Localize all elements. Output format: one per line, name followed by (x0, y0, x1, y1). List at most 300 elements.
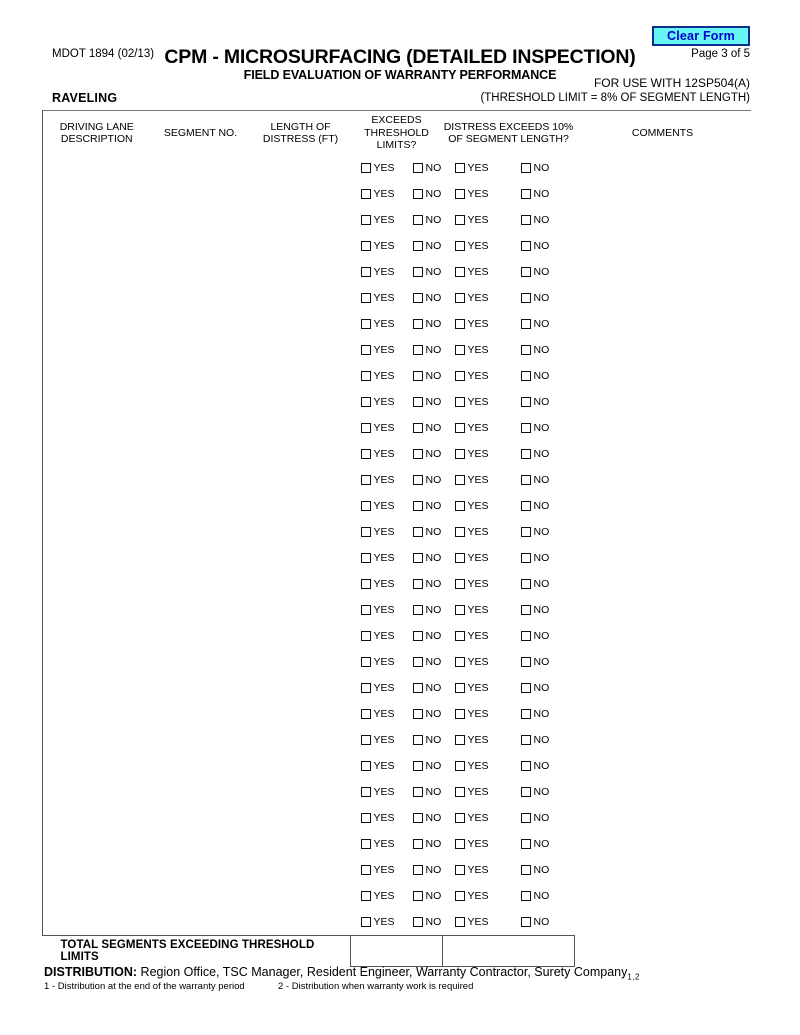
cell-driving-lane-description[interactable] (43, 285, 151, 311)
cell-comments[interactable] (575, 493, 751, 519)
checkbox-distress-exceeds-10-percent-no[interactable] (521, 397, 531, 407)
cell-segment-no[interactable] (151, 233, 251, 259)
cell-driving-lane-description[interactable] (43, 337, 151, 363)
table-row (43, 493, 751, 519)
checkbox-exceeds-threshold-limits-no[interactable] (413, 397, 423, 407)
checkbox-label-no: NO (425, 916, 442, 928)
checkbox-pair (443, 493, 575, 519)
checkbox-distress-exceeds-10-percent-yes[interactable] (455, 319, 465, 329)
checkbox-exceeds-threshold-limits-yes[interactable] (361, 553, 371, 563)
checkbox-exceeds-threshold-limits-no[interactable] (413, 319, 423, 329)
cell-length-of-distress[interactable] (251, 519, 351, 545)
cell-segment-no[interactable] (151, 909, 251, 936)
cell-exceeds-threshold-limits (351, 285, 443, 311)
checkbox-exceeds-threshold-limits-no[interactable] (413, 163, 423, 173)
checkbox-exceeds-threshold-limits-yes[interactable] (361, 397, 371, 407)
cell-length-of-distress[interactable] (251, 363, 351, 389)
checkbox-distress-exceeds-10-percent-no[interactable] (521, 527, 531, 537)
checkbox-exceeds-threshold-limits-yes[interactable] (361, 813, 371, 823)
checkbox-exceeds-threshold-limits-yes[interactable] (361, 241, 371, 251)
checkbox-label-no: NO (533, 500, 550, 512)
checkbox-distress-exceeds-10-percent-no[interactable] (521, 371, 531, 381)
cell-driving-lane-description[interactable] (43, 415, 151, 441)
cell-segment-no[interactable] (151, 259, 251, 285)
cell-comments[interactable] (575, 285, 751, 311)
checkbox-exceeds-threshold-limits-yes[interactable] (361, 865, 371, 875)
checkbox-exceeds-threshold-limits-yes[interactable] (361, 475, 371, 485)
checkbox-label-yes: YES (467, 682, 489, 694)
checkbox-distress-exceeds-10-percent-no[interactable] (521, 475, 531, 485)
checkbox-distress-exceeds-10-percent-yes[interactable] (455, 475, 465, 485)
checkbox-distress-exceeds-10-percent-yes[interactable] (455, 449, 465, 459)
checkbox-distress-exceeds-10-percent-yes[interactable] (455, 345, 465, 355)
checkbox-pair (443, 675, 575, 701)
cell-distress-exceeds-10-percent (443, 363, 575, 389)
cell-length-of-distress[interactable] (251, 623, 351, 649)
cell-segment-no[interactable] (151, 805, 251, 831)
cell-driving-lane-description[interactable] (43, 441, 151, 467)
checkbox-label-no: NO (533, 266, 550, 278)
cell-driving-lane-description[interactable] (43, 727, 151, 753)
checkbox-exceeds-threshold-limits-yes[interactable] (361, 293, 371, 303)
checkbox-exceeds-threshold-limits-yes[interactable] (361, 371, 371, 381)
cell-comments[interactable] (575, 831, 751, 857)
cell-comments[interactable] (575, 363, 751, 389)
checkbox-exceeds-threshold-limits-no[interactable] (413, 683, 423, 693)
checkbox-distress-exceeds-10-percent-no[interactable] (521, 891, 531, 901)
checkbox-exceeds-threshold-limits-yes[interactable] (361, 631, 371, 641)
cell-comments[interactable] (575, 519, 751, 545)
checkbox-exceeds-threshold-limits-no[interactable] (413, 813, 423, 823)
checkbox-group-no (413, 917, 442, 927)
cell-length-of-distress[interactable] (251, 285, 351, 311)
checkbox-pair (443, 805, 575, 831)
cell-comments[interactable] (575, 883, 751, 909)
cell-driving-lane-description[interactable] (43, 181, 151, 207)
cell-exceeds-threshold-limits (351, 909, 443, 936)
checkbox-exceeds-threshold-limits-yes[interactable] (361, 657, 371, 667)
cell-comments[interactable] (575, 233, 751, 259)
checkbox-distress-exceeds-10-percent-yes[interactable] (455, 215, 465, 225)
cell-segment-no[interactable] (151, 363, 251, 389)
checkbox-exceeds-threshold-limits-yes[interactable] (361, 839, 371, 849)
cell-comments[interactable] (575, 337, 751, 363)
cell-segment-no[interactable] (151, 285, 251, 311)
table-row (43, 675, 751, 701)
cell-length-of-distress[interactable] (251, 441, 351, 467)
checkbox-label-yes: YES (373, 240, 395, 252)
checkbox-exceeds-threshold-limits-no[interactable] (413, 891, 423, 901)
cell-comments[interactable] (575, 649, 751, 675)
cell-driving-lane-description[interactable] (43, 753, 151, 779)
checkbox-exceeds-threshold-limits-yes[interactable] (361, 423, 371, 433)
cell-segment-no[interactable] (151, 883, 251, 909)
checkbox-distress-exceeds-10-percent-yes[interactable] (455, 293, 465, 303)
cell-segment-no[interactable] (151, 337, 251, 363)
cell-driving-lane-description[interactable] (43, 311, 151, 337)
cell-driving-lane-description[interactable] (43, 857, 151, 883)
total-row (43, 936, 751, 967)
checkbox-exceeds-threshold-limits-no[interactable] (413, 839, 423, 849)
checkbox-exceeds-threshold-limits-no[interactable] (413, 787, 423, 797)
checkbox-distress-exceeds-10-percent-no[interactable] (521, 163, 531, 173)
cell-segment-no[interactable] (151, 649, 251, 675)
cell-comments[interactable] (575, 545, 751, 571)
checkbox-group-no (413, 631, 442, 641)
checkbox-exceeds-threshold-limits-yes[interactable] (361, 709, 371, 719)
table-row (43, 649, 751, 675)
cell-comments[interactable] (575, 727, 751, 753)
checkbox-group-yes (361, 267, 413, 277)
cell-distress-exceeds-10-percent (443, 519, 575, 545)
cell-segment-no[interactable] (151, 493, 251, 519)
checkbox-distress-exceeds-10-percent-yes[interactable] (455, 267, 465, 277)
cell-driving-lane-description[interactable] (43, 207, 151, 233)
checkbox-group-yes (361, 839, 413, 849)
cell-driving-lane-description[interactable] (43, 831, 151, 857)
cell-length-of-distress[interactable] (251, 389, 351, 415)
checkbox-label-yes: YES (373, 344, 395, 356)
cell-driving-lane-description[interactable] (43, 779, 151, 805)
checkbox-distress-exceeds-10-percent-no[interactable] (521, 813, 531, 823)
checkbox-distress-exceeds-10-percent-yes[interactable] (455, 813, 465, 823)
cell-segment-no[interactable] (151, 467, 251, 493)
cell-segment-no[interactable] (151, 441, 251, 467)
checkbox-group-no (521, 345, 550, 355)
cell-comments[interactable] (575, 467, 751, 493)
checkbox-exceeds-threshold-limits-yes[interactable] (361, 345, 371, 355)
checkbox-exceeds-threshold-limits-no[interactable] (413, 865, 423, 875)
checkbox-distress-exceeds-10-percent-no[interactable] (521, 657, 531, 667)
checkbox-group-no (521, 189, 550, 199)
checkbox-distress-exceeds-10-percent-no[interactable] (521, 761, 531, 771)
checkbox-exceeds-threshold-limits-yes[interactable] (361, 527, 371, 537)
cell-driving-lane-description[interactable] (43, 597, 151, 623)
checkbox-distress-exceeds-10-percent-yes[interactable] (455, 371, 465, 381)
checkbox-distress-exceeds-10-percent-no[interactable] (521, 189, 531, 199)
checkbox-exceeds-threshold-limits-no[interactable] (413, 215, 423, 225)
checkbox-exceeds-threshold-limits-yes[interactable] (361, 787, 371, 797)
checkbox-distress-exceeds-10-percent-no[interactable] (521, 605, 531, 615)
cell-segment-no[interactable] (151, 545, 251, 571)
cell-driving-lane-description[interactable] (43, 805, 151, 831)
checkbox-distress-exceeds-10-percent-no[interactable] (521, 215, 531, 225)
cell-length-of-distress[interactable] (251, 675, 351, 701)
checkbox-exceeds-threshold-limits-no[interactable] (413, 527, 423, 537)
column-header-driving-lane-description (43, 111, 151, 156)
checkbox-exceeds-threshold-limits-no[interactable] (413, 293, 423, 303)
cell-length-of-distress[interactable] (251, 831, 351, 857)
checkbox-distress-exceeds-10-percent-yes[interactable] (455, 891, 465, 901)
checkbox-distress-exceeds-10-percent-no[interactable] (521, 787, 531, 797)
cell-length-of-distress[interactable] (251, 467, 351, 493)
cell-comments[interactable] (575, 415, 751, 441)
total-distress-exceeds-input[interactable] (443, 936, 575, 967)
checkbox-group-no (413, 449, 442, 459)
checkbox-exceeds-threshold-limits-yes[interactable] (361, 735, 371, 745)
checkbox-distress-exceeds-10-percent-yes[interactable] (455, 735, 465, 745)
checkbox-distress-exceeds-10-percent-yes[interactable] (455, 683, 465, 693)
cell-driving-lane-description[interactable] (43, 909, 151, 936)
cell-comments[interactable] (575, 441, 751, 467)
cell-segment-no[interactable] (151, 181, 251, 207)
cell-length-of-distress[interactable] (251, 155, 351, 181)
cell-distress-exceeds-10-percent (443, 155, 575, 181)
cell-exceeds-threshold-limits (351, 883, 443, 909)
checkbox-distress-exceeds-10-percent-no[interactable] (521, 709, 531, 719)
cell-driving-lane-description[interactable] (43, 701, 151, 727)
cell-comments[interactable] (575, 753, 751, 779)
checkbox-label-yes: YES (467, 448, 489, 460)
clear-form-button[interactable]: Clear Form (652, 26, 750, 46)
checkbox-exceeds-threshold-limits-no[interactable] (413, 189, 423, 199)
cell-driving-lane-description[interactable] (43, 493, 151, 519)
cell-exceeds-threshold-limits (351, 805, 443, 831)
checkbox-distress-exceeds-10-percent-no[interactable] (521, 579, 531, 589)
checkbox-distress-exceeds-10-percent-no[interactable] (521, 267, 531, 277)
cell-driving-lane-description[interactable] (43, 649, 151, 675)
checkbox-distress-exceeds-10-percent-yes[interactable] (455, 579, 465, 589)
checkbox-distress-exceeds-10-percent-yes[interactable] (455, 761, 465, 771)
cell-length-of-distress[interactable] (251, 779, 351, 805)
checkbox-exceeds-threshold-limits-yes[interactable] (361, 189, 371, 199)
checkbox-exceeds-threshold-limits-no[interactable] (413, 657, 423, 667)
checkbox-label-yes: YES (467, 422, 489, 434)
cell-length-of-distress[interactable] (251, 571, 351, 597)
checkbox-exceeds-threshold-limits-no[interactable] (413, 371, 423, 381)
checkbox-distress-exceeds-10-percent-yes[interactable] (455, 189, 465, 199)
checkbox-exceeds-threshold-limits-yes[interactable] (361, 215, 371, 225)
checkbox-exceeds-threshold-limits-no[interactable] (413, 709, 423, 719)
checkbox-exceeds-threshold-limits-no[interactable] (413, 475, 423, 485)
checkbox-label-yes: YES (373, 266, 395, 278)
checkbox-exceeds-threshold-limits-yes[interactable] (361, 683, 371, 693)
total-exceeds-threshold-input[interactable] (351, 936, 443, 967)
checkbox-label-no: NO (425, 162, 442, 174)
checkbox-distress-exceeds-10-percent-yes[interactable] (455, 163, 465, 173)
checkbox-distress-exceeds-10-percent-no[interactable] (521, 839, 531, 849)
cell-comments[interactable] (575, 805, 751, 831)
cell-comments[interactable] (575, 181, 751, 207)
checkbox-distress-exceeds-10-percent-yes[interactable] (455, 423, 465, 433)
checkbox-pair (443, 155, 575, 181)
checkbox-pair (351, 285, 443, 311)
cell-driving-lane-description[interactable] (43, 467, 151, 493)
checkbox-group-yes (361, 423, 413, 433)
cell-comments[interactable] (575, 597, 751, 623)
cell-segment-no[interactable] (151, 389, 251, 415)
cell-comments[interactable] (575, 909, 751, 936)
cell-segment-no[interactable] (151, 207, 251, 233)
cell-segment-no[interactable] (151, 831, 251, 857)
cell-comments[interactable] (575, 623, 751, 649)
checkbox-distress-exceeds-10-percent-no[interactable] (521, 501, 531, 511)
checkbox-distress-exceeds-10-percent-yes[interactable] (455, 553, 465, 563)
checkbox-distress-exceeds-10-percent-no[interactable] (521, 345, 531, 355)
cell-distress-exceeds-10-percent (443, 701, 575, 727)
checkbox-label-no: NO (425, 708, 442, 720)
checkbox-exceeds-threshold-limits-no[interactable] (413, 605, 423, 615)
checkbox-distress-exceeds-10-percent-no[interactable] (521, 917, 531, 927)
checkbox-distress-exceeds-10-percent-yes[interactable] (455, 709, 465, 719)
checkbox-exceeds-threshold-limits-no[interactable] (413, 345, 423, 355)
table-header-row (43, 111, 751, 156)
cell-comments[interactable] (575, 207, 751, 233)
cell-length-of-distress[interactable] (251, 259, 351, 285)
checkbox-exceeds-threshold-limits-yes[interactable] (361, 163, 371, 173)
checkbox-exceeds-threshold-limits-yes[interactable] (361, 267, 371, 277)
checkbox-distress-exceeds-10-percent-yes[interactable] (455, 501, 465, 511)
checkbox-label-no: NO (533, 448, 550, 460)
checkbox-exceeds-threshold-limits-yes[interactable] (361, 501, 371, 511)
cell-length-of-distress[interactable] (251, 857, 351, 883)
checkbox-exceeds-threshold-limits-no[interactable] (413, 761, 423, 771)
cell-segment-no[interactable] (151, 675, 251, 701)
cell-comments[interactable] (575, 675, 751, 701)
checkbox-label-yes: YES (373, 786, 395, 798)
checkbox-exceeds-threshold-limits-yes[interactable] (361, 761, 371, 771)
cell-comments[interactable] (575, 779, 751, 805)
cell-comments[interactable] (575, 389, 751, 415)
checkbox-group-no (521, 215, 550, 225)
checkbox-distress-exceeds-10-percent-yes[interactable] (455, 787, 465, 797)
cell-driving-lane-description[interactable] (43, 623, 151, 649)
cell-exceeds-threshold-limits (351, 831, 443, 857)
checkbox-exceeds-threshold-limits-no[interactable] (413, 449, 423, 459)
checkbox-exceeds-threshold-limits-no[interactable] (413, 241, 423, 251)
cell-segment-no[interactable] (151, 155, 251, 181)
checkbox-distress-exceeds-10-percent-yes[interactable] (455, 397, 465, 407)
cell-length-of-distress[interactable] (251, 909, 351, 936)
cell-driving-lane-description[interactable] (43, 389, 151, 415)
cell-driving-lane-description[interactable] (43, 545, 151, 571)
checkbox-exceeds-threshold-limits-yes[interactable] (361, 449, 371, 459)
checkbox-distress-exceeds-10-percent-no[interactable] (521, 423, 531, 433)
cell-comments[interactable] (575, 259, 751, 285)
cell-segment-no[interactable] (151, 701, 251, 727)
checkbox-label-no: NO (425, 422, 442, 434)
table-footer (43, 936, 751, 967)
cell-length-of-distress[interactable] (251, 701, 351, 727)
cell-driving-lane-description[interactable] (43, 519, 151, 545)
cell-driving-lane-description[interactable] (43, 155, 151, 181)
checkbox-distress-exceeds-10-percent-no[interactable] (521, 319, 531, 329)
threshold-limit-note: (THRESHOLD LIMIT = 8% OF SEGMENT LENGTH) (480, 92, 750, 104)
checkbox-distress-exceeds-10-percent-yes[interactable] (455, 657, 465, 667)
cell-comments[interactable] (575, 311, 751, 337)
cell-segment-no[interactable] (151, 519, 251, 545)
checkbox-pair (443, 389, 575, 415)
cell-length-of-distress[interactable] (251, 415, 351, 441)
checkbox-exceeds-threshold-limits-no[interactable] (413, 553, 423, 563)
cell-length-of-distress[interactable] (251, 181, 351, 207)
checkbox-exceeds-threshold-limits-yes[interactable] (361, 605, 371, 615)
checkbox-group-no (521, 761, 550, 771)
checkbox-group-no (521, 371, 550, 381)
cell-segment-no[interactable] (151, 727, 251, 753)
cell-segment-no[interactable] (151, 597, 251, 623)
cell-length-of-distress[interactable] (251, 545, 351, 571)
checkbox-exceeds-threshold-limits-yes[interactable] (361, 319, 371, 329)
checkbox-label-no: NO (533, 786, 550, 798)
cell-driving-lane-description[interactable] (43, 233, 151, 259)
checkbox-distress-exceeds-10-percent-no[interactable] (521, 553, 531, 563)
cell-segment-no[interactable] (151, 415, 251, 441)
cell-length-of-distress[interactable] (251, 883, 351, 909)
checkbox-distress-exceeds-10-percent-yes[interactable] (455, 917, 465, 927)
checkbox-exceeds-threshold-limits-no[interactable] (413, 501, 423, 511)
checkbox-label-yes: YES (467, 370, 489, 382)
checkbox-distress-exceeds-10-percent-no[interactable] (521, 241, 531, 251)
table-row (43, 779, 751, 805)
cell-segment-no[interactable] (151, 753, 251, 779)
checkbox-group-no (413, 657, 442, 667)
checkbox-distress-exceeds-10-percent-yes[interactable] (455, 631, 465, 641)
cell-length-of-distress[interactable] (251, 233, 351, 259)
cell-segment-no[interactable] (151, 857, 251, 883)
cell-driving-lane-description[interactable] (43, 675, 151, 701)
checkbox-exceeds-threshold-limits-no[interactable] (413, 267, 423, 277)
checkbox-distress-exceeds-10-percent-yes[interactable] (455, 241, 465, 251)
checkbox-exceeds-threshold-limits-yes[interactable] (361, 917, 371, 927)
cell-comments[interactable] (575, 571, 751, 597)
cell-comments[interactable] (575, 857, 751, 883)
cell-driving-lane-description[interactable] (43, 363, 151, 389)
checkbox-group-no (413, 267, 442, 277)
cell-segment-no[interactable] (151, 779, 251, 805)
cell-driving-lane-description[interactable] (43, 571, 151, 597)
cell-length-of-distress[interactable] (251, 493, 351, 519)
cell-length-of-distress[interactable] (251, 337, 351, 363)
cell-length-of-distress[interactable] (251, 805, 351, 831)
inspection-table (42, 110, 751, 967)
cell-comments[interactable] (575, 701, 751, 727)
checkbox-exceeds-threshold-limits-yes[interactable] (361, 891, 371, 901)
cell-length-of-distress[interactable] (251, 311, 351, 337)
cell-length-of-distress[interactable] (251, 649, 351, 675)
cell-length-of-distress[interactable] (251, 753, 351, 779)
cell-comments[interactable] (575, 155, 751, 181)
cell-driving-lane-description[interactable] (43, 883, 151, 909)
checkbox-pair (443, 259, 575, 285)
checkbox-distress-exceeds-10-percent-yes[interactable] (455, 839, 465, 849)
footnote-two: 2 - Distribution when warranty work is required (278, 981, 474, 992)
checkbox-distress-exceeds-10-percent-yes[interactable] (455, 605, 465, 615)
cell-segment-no[interactable] (151, 311, 251, 337)
checkbox-distress-exceeds-10-percent-yes[interactable] (455, 527, 465, 537)
checkbox-distress-exceeds-10-percent-no[interactable] (521, 735, 531, 745)
checkbox-pair (351, 311, 443, 337)
checkbox-exceeds-threshold-limits-no[interactable] (413, 631, 423, 641)
checkbox-distress-exceeds-10-percent-no[interactable] (521, 293, 531, 303)
cell-length-of-distress[interactable] (251, 727, 351, 753)
checkbox-distress-exceeds-10-percent-no[interactable] (521, 449, 531, 459)
checkbox-exceeds-threshold-limits-yes[interactable] (361, 579, 371, 589)
cell-length-of-distress[interactable] (251, 207, 351, 233)
checkbox-exceeds-threshold-limits-no[interactable] (413, 423, 423, 433)
cell-segment-no[interactable] (151, 623, 251, 649)
cell-segment-no[interactable] (151, 571, 251, 597)
checkbox-exceeds-threshold-limits-no[interactable] (413, 735, 423, 745)
checkbox-exceeds-threshold-limits-no[interactable] (413, 579, 423, 589)
checkbox-distress-exceeds-10-percent-yes[interactable] (455, 865, 465, 875)
checkbox-distress-exceeds-10-percent-no[interactable] (521, 631, 531, 641)
checkbox-distress-exceeds-10-percent-no[interactable] (521, 865, 531, 875)
cell-length-of-distress[interactable] (251, 597, 351, 623)
checkbox-distress-exceeds-10-percent-no[interactable] (521, 683, 531, 693)
checkbox-exceeds-threshold-limits-no[interactable] (413, 917, 423, 927)
cell-driving-lane-description[interactable] (43, 259, 151, 285)
